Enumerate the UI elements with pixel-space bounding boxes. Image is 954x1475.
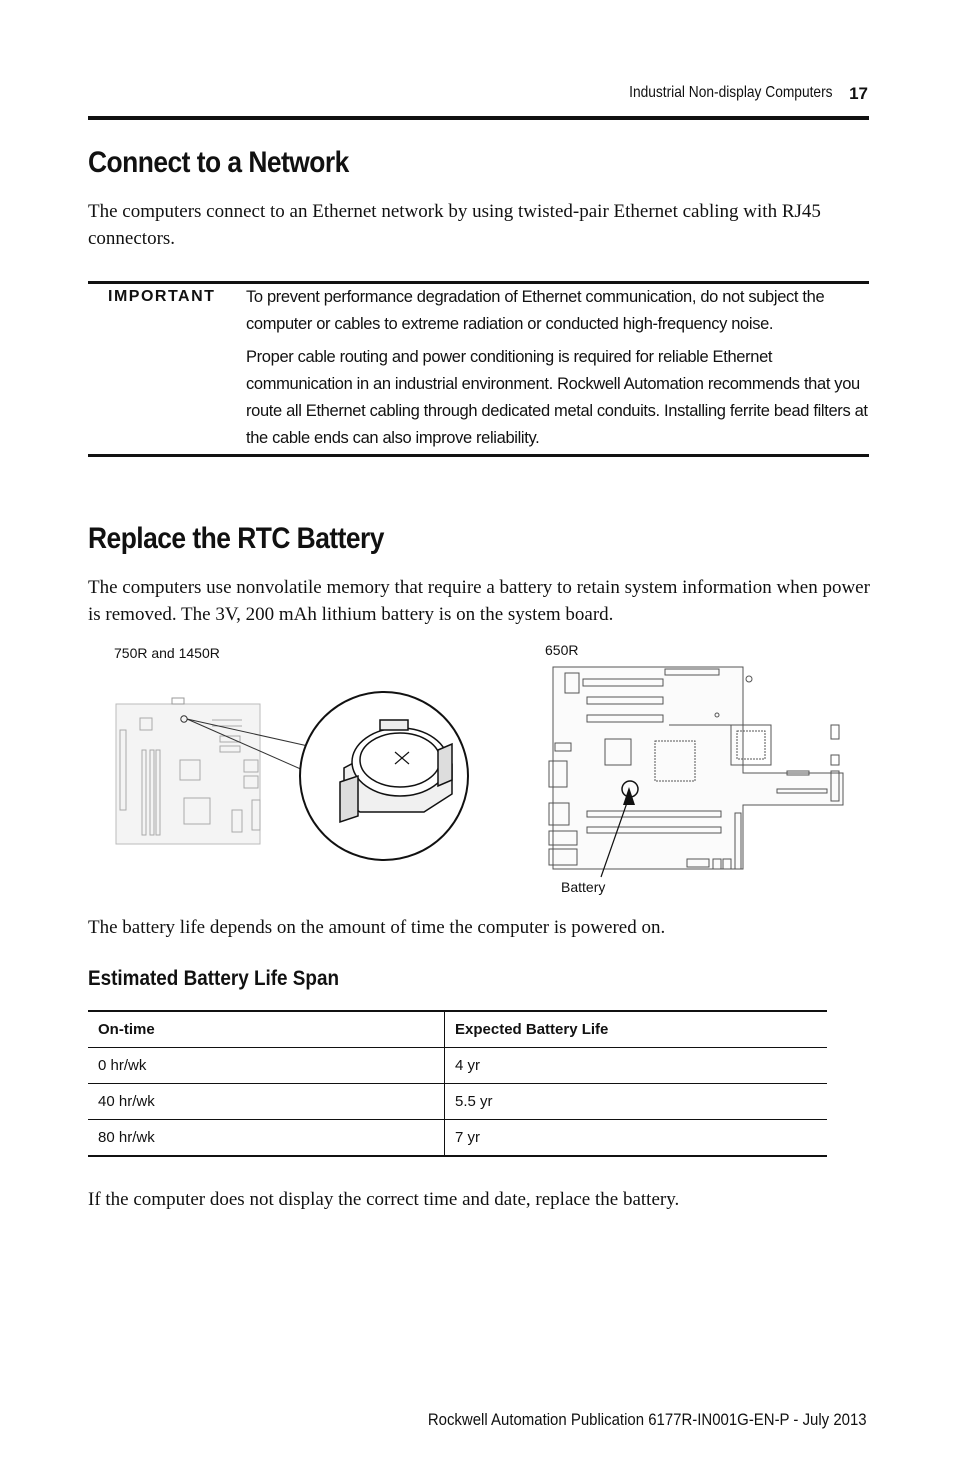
- motherboard-750r-diagram: [112, 690, 472, 865]
- battery-intro: The computers use nonvolatile memory that require a battery to retain system information when power is removed. The 3V, 200 mAh lithium battery is on the system board.: [88, 577, 870, 625]
- table-row: [88, 1084, 827, 1120]
- replace-battery-note: If the computer does not display the correct time and date, replace the battery.: [88, 1189, 680, 1210]
- figure-label-750r-1450r: 750R and 1450R: [114, 645, 220, 661]
- table-cell-battery-life: 5.5 yr: [445, 1084, 828, 1120]
- network-intro: The computers connect to an Ethernet network by using twisted-pair Ethernet cabling with RJ45 connectors.: [88, 201, 821, 249]
- figure-label-650r: 650R: [545, 642, 579, 658]
- publication-footer: Rockwell Automation Publication 6177R-IN001G-EN-P - July 2013: [428, 1410, 867, 1429]
- motherboard-650r-diagram: [545, 663, 845, 878]
- section-heading-network: Connect to a Network: [88, 146, 349, 179]
- table-title: Estimated Battery Life Span: [88, 967, 340, 990]
- header-rule: [88, 116, 869, 120]
- battery-life-note: The battery life depends on the amount of time the computer is powered on.: [88, 917, 666, 938]
- battery-life-table: [88, 1010, 827, 1157]
- table-header-row: [88, 1011, 827, 1048]
- battery-callout-label: Battery: [561, 879, 606, 895]
- running-header: Industrial Non-display Computers: [629, 84, 833, 101]
- column-header-on-time: On-time: [88, 1011, 445, 1048]
- table-row: [88, 1120, 827, 1157]
- column-header-expected-life: Expected Battery Life: [445, 1011, 828, 1048]
- table-cell-on-time: 40 hr/wk: [88, 1084, 445, 1120]
- section-heading-battery: Replace the RTC Battery: [88, 522, 384, 555]
- table-cell-battery-life: 7 yr: [445, 1120, 828, 1157]
- table-cell-on-time: 0 hr/wk: [88, 1048, 445, 1084]
- important-text-2: Proper cable routing and power conditioning is required for reliable Ethernet communication in an industrial environment. Rockwell Automation recommends that you route all Ethernet cabling through dedicated metal conduits. Installing ferrite bead filters at the cable ends can also improve reliability.: [246, 348, 868, 447]
- table-cell-battery-life: 4 yr: [445, 1048, 828, 1084]
- important-bottom-rule: [88, 454, 869, 457]
- important-label: IMPORTANT: [108, 288, 216, 305]
- important-text-1: To prevent performance degradation of Ethernet communication, do not subject the computer or cables to extreme radiation or conducted high-frequency noise.: [246, 288, 825, 333]
- table-cell-on-time: 80 hr/wk: [88, 1120, 445, 1157]
- page-number: 17: [849, 84, 868, 103]
- table-row: [88, 1048, 827, 1084]
